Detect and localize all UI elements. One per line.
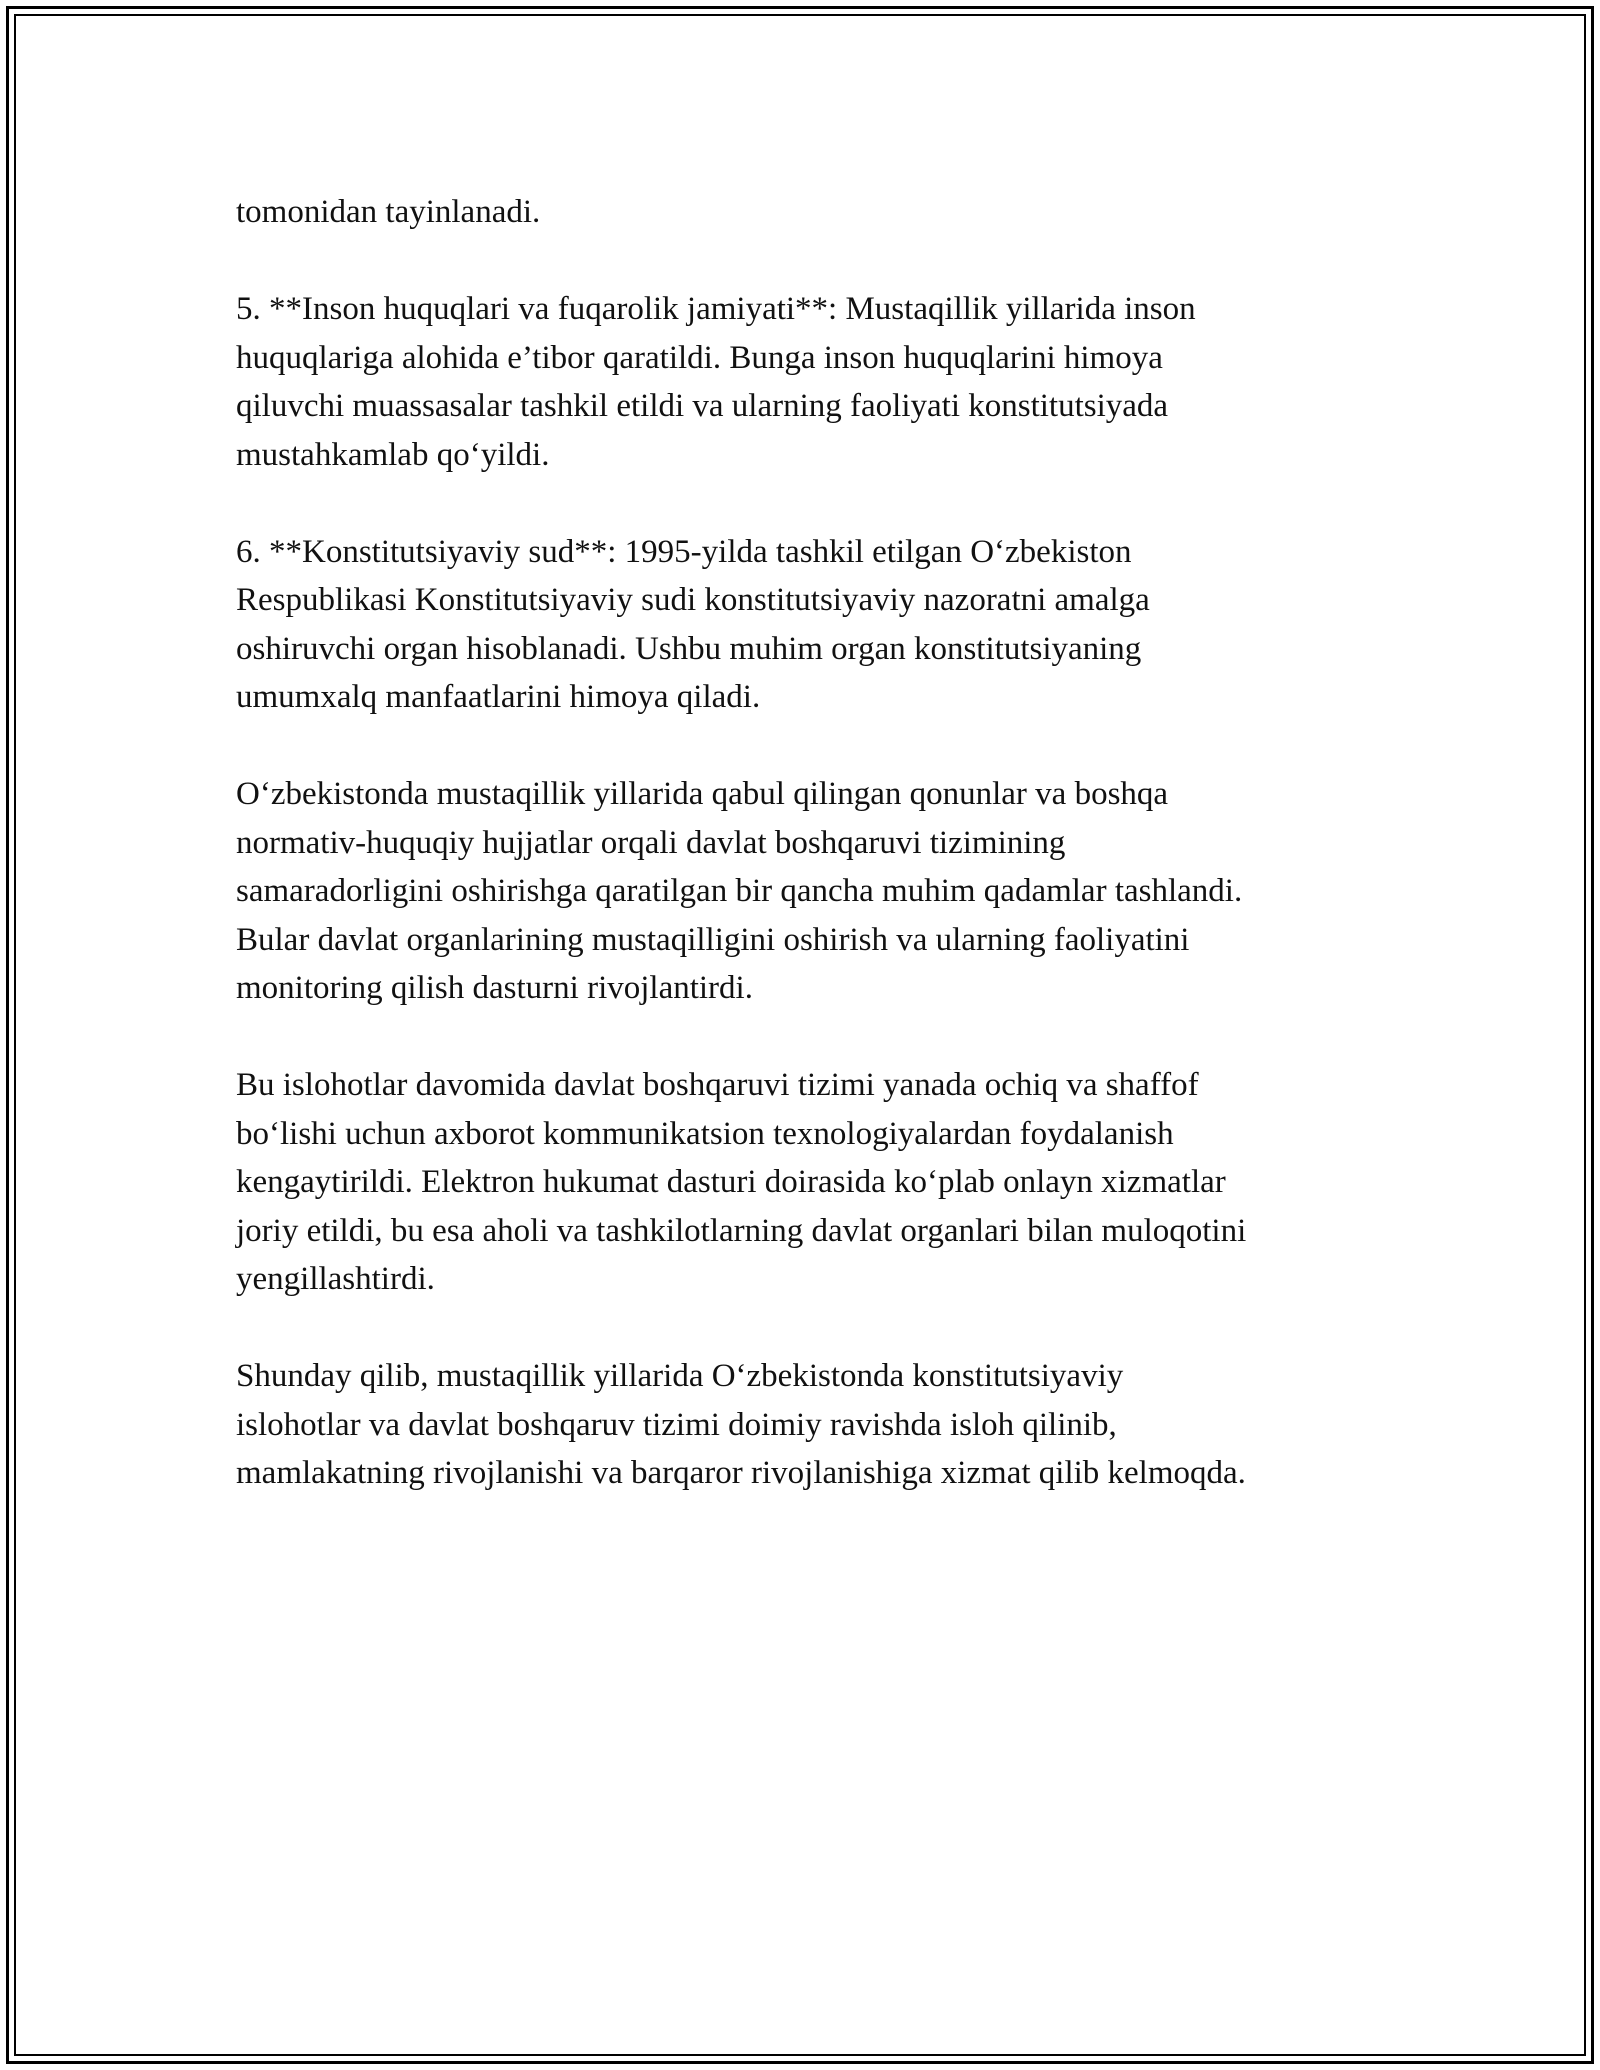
paragraph-laws-and-governance: O‘zbekistonda mustaqillik yillarida qabul qilingan qonunlar va boshqa normativ-huquqiy hujjatlar orqali davlat boshqaruvi tizimining samaradorligini oshirishga qaratilgan bir qancha muhim qadamlar tashlandi. Bular davlat organlarining mustaqilligini oshirish va ularning faoliyatini monitoring qilish dasturni rivojlantirdi. [236, 776, 1243, 1006]
paragraph-constitutional-court: 6. **Konstitutsiyaviy sud**: 1995-yilda tashkil etilgan O‘zbekiston Respublikasi Konstitutsiyaviy sudi konstitutsiyaviy nazoratni amalga oshiruvchi organ hisoblanadi. Ushbu muhim organ konstitutsiyaning umumxalq manfaatlarini himoya qiladi. [236, 533, 1150, 715]
paragraph-conclusion: Shunday qilib, mustaqillik yillarida O‘zbekistonda konstitutsiyaviy islohotlar va davlat boshqaruv tizimi doimiy ravishda isloh qilinib, mamlakatning rivojlanishi va barqaror rivojlanishiga xizmat qilib kelmoqda. [236, 1358, 1246, 1491]
paragraph-e-government: Bu islohotlar davomida davlat boshqaruvi tizimi yanada ochiq va shaffof bo‘lishi uchun axborot kommunikatsion texnologiyalardan foydalanish kengaytirildi. Elektron hukumat dasturi doirasida ko‘plab onlayn xizmatlar joriy etildi, bu esa aholi va tashkilotlarning davlat organlari bilan muloqotini yengillashtirdi. [236, 1067, 1247, 1297]
document-body [236, 188, 1366, 1546]
paragraph-continuation: tomonidan tayinlanadi. [236, 194, 541, 230]
paragraph-human-rights: 5. **Inson huquqlari va fuqarolik jamiyati**: Mustaqillik yillarida inson huquqlariga alohida e’tibor qaratildi. Bunga inson huquqlarini himoya qiluvchi muassasalar tashkil etildi va ularning faoliyati konstitutsiyada mustahkamlab qo‘yildi. [236, 291, 1196, 473]
